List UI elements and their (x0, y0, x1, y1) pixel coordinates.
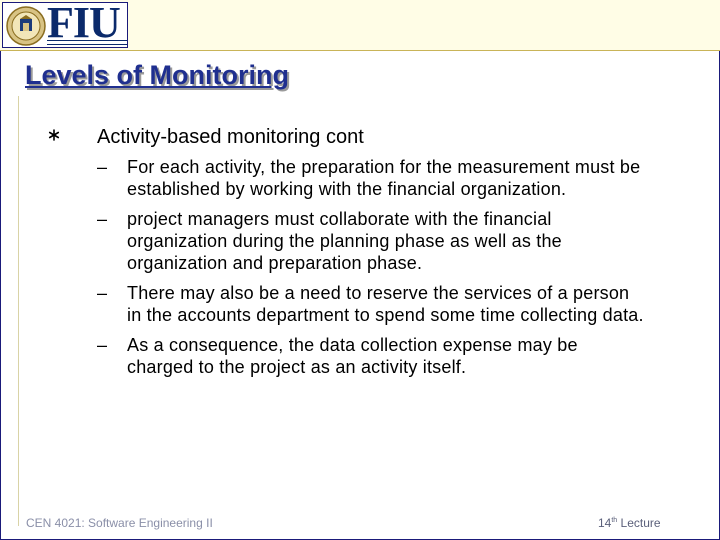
footer-lecture (598, 516, 661, 530)
slide-title: Levels of Monitoring (25, 60, 290, 90)
logo-text: FIU (47, 2, 120, 47)
sub-bullet-line: project managers must collaborate with the financial (127, 209, 552, 229)
sub-bullet-text (127, 208, 692, 274)
sub-bullet-line: organization and preparation phase. (127, 253, 423, 273)
sub-bullet-list (97, 156, 697, 386)
sub-bullet (97, 156, 697, 200)
sub-bullet (97, 282, 697, 326)
lecture-ordinal-suffix: th (611, 517, 618, 524)
university-seal-icon (6, 6, 46, 46)
dash-marker: – (97, 209, 108, 229)
dash-marker: – (97, 283, 108, 303)
sub-bullet-line: charged to the project as an activity itself. (127, 357, 467, 377)
sub-bullet-line: As a consequence, the data collection expense may be (127, 335, 578, 355)
sub-bullet (97, 334, 697, 378)
lecture-word: Lecture (620, 516, 661, 530)
dash-marker: – (97, 335, 108, 355)
sub-bullet-text (127, 282, 692, 326)
logo-subtext-rule (47, 40, 128, 45)
dash-marker: – (97, 157, 108, 177)
footer-course: CEN 4021: Software Engineering II (26, 516, 213, 530)
sub-bullet-line: in the accounts department to spend some time collecting data. (127, 305, 644, 325)
sub-bullet-line: established by working with the financial organization. (127, 179, 567, 199)
sub-bullet-text (127, 156, 692, 200)
sub-bullet-text (127, 334, 692, 378)
fiu-logo (2, 2, 128, 48)
left-divider (18, 96, 19, 526)
sub-bullet-line: organization during the planning phase as well as the (127, 231, 562, 251)
header-bar (0, 0, 720, 51)
asterisk-bullet-icon (47, 128, 61, 142)
lecture-number: 14 (598, 516, 612, 530)
sub-bullet-line: For each activity, the preparation for the measurement must be (127, 157, 641, 177)
main-bullet-text: Activity-based monitoring cont (97, 126, 364, 148)
sub-bullet-line: There may also be a need to reserve the services of a person (127, 283, 630, 303)
sub-bullet (97, 208, 697, 274)
